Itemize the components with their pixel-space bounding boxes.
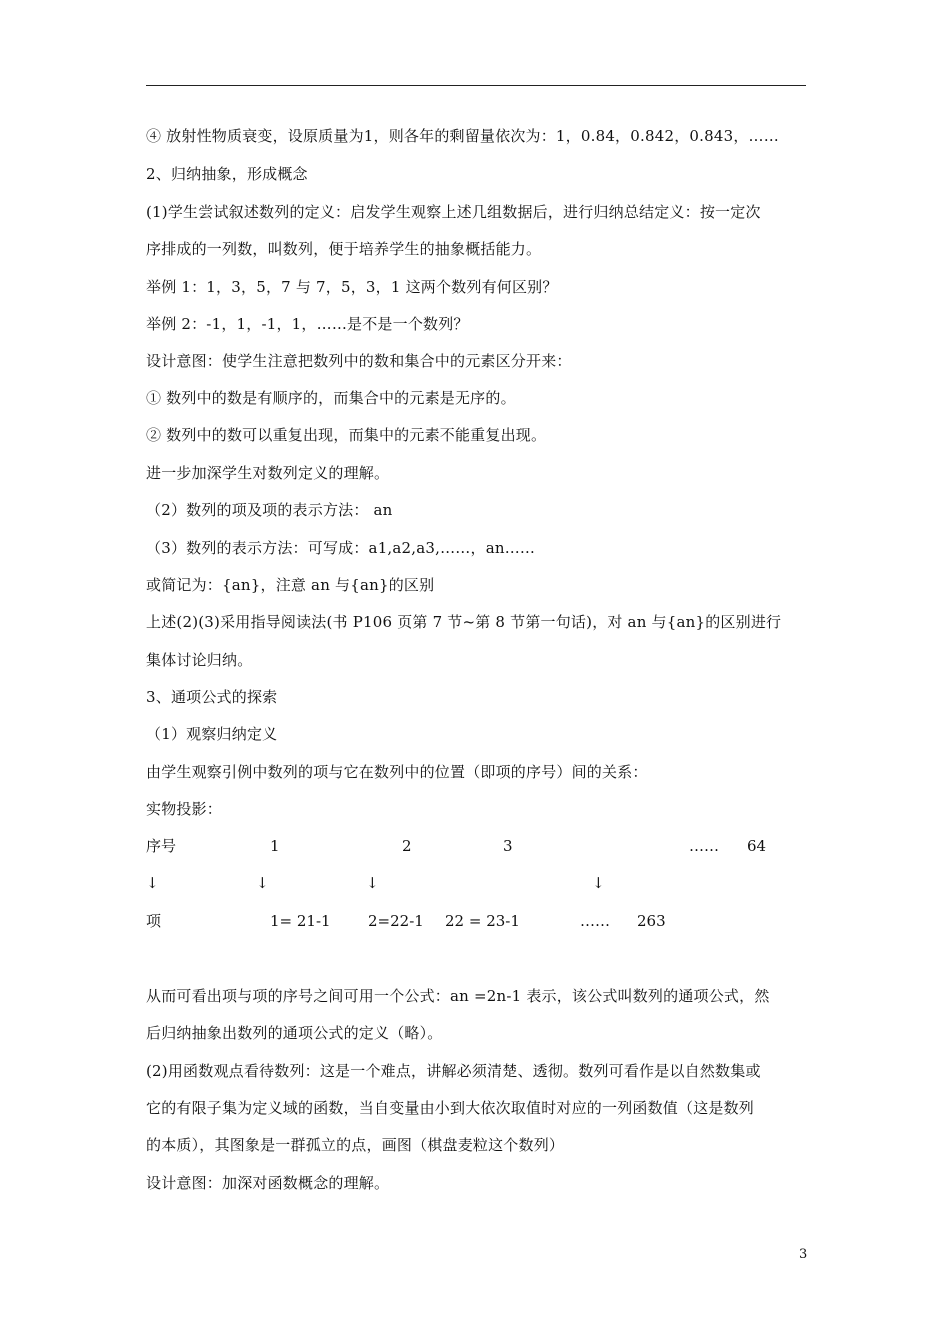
table-cell: 64 — [747, 837, 767, 855]
table-cell: 263 — [637, 912, 666, 930]
paragraph: (1)学生尝试叙述数列的定义：启发学生观察上述几组数据后，进行归纳总结定义：按一定次 — [146, 203, 761, 221]
page-number: 3 — [799, 1247, 808, 1262]
paragraph: 设计意图：使学生注意把数列中的数和集合中的元素区分开来： — [146, 352, 572, 370]
paragraph: ① 数列中的数是有顺序的，而集合中的元素是无序的。 — [146, 389, 516, 407]
paragraph: 上述(2)(3)采用指导阅读法(书 P106 页第 7 节~第 8 节第一句话)，对 an 与{an}的区别进行 — [146, 613, 782, 631]
table-label-term: 项 — [146, 912, 162, 930]
paragraph: 序排成的一列数，叫数列，便于培养学生的抽象概括能力。 — [146, 240, 542, 258]
paragraph: 后归纳抽象出数列的通项公式的定义（略）。 — [146, 1024, 443, 1042]
section-heading: 3、通项公式的探索 — [146, 688, 278, 706]
table-cell: 2=22-1 — [368, 912, 424, 930]
paragraph: 或简记为：{an}，注意 an 与{an}的区别 — [146, 576, 435, 594]
paragraph: 进一步加深学生对数列定义的理解。 — [146, 464, 390, 482]
paragraph: ④ 放射性物质衰变，设原质量为1，则各年的剩留量依次为：1，0.84，0.842，0.843，…… — [146, 127, 779, 145]
table-cell: 1= 21-1 — [270, 912, 331, 930]
paragraph: 设计意图：加深对函数概念的理解。 — [146, 1174, 390, 1192]
paragraph: 举例 2：-1，1，-1，1，……是不是一个数列？ — [146, 315, 469, 333]
paragraph: （2）数列的项及项的表示方法： an — [146, 501, 393, 519]
header-rule — [146, 85, 806, 86]
table-cell: 22 = 23-1 — [445, 912, 520, 930]
paragraph: （3）数列的表示方法：可写成：a1,a2,a3,……，an…… — [146, 539, 536, 557]
paragraph: ② 数列中的数可以重复出现，而集中的元素不能重复出现。 — [146, 426, 547, 444]
paragraph: 实物投影： — [146, 800, 223, 818]
paragraph: 从而可看出项与项的序号之间可用一个公式：an =2n-1 表示，该公式叫数列的通项公式，然 — [146, 987, 770, 1005]
down-arrow-icon: ↓ — [592, 874, 605, 892]
paragraph: 集体讨论归纳。 — [146, 651, 253, 669]
paragraph: 它的有限子集为定义域的函数，当自变量由小到大依次取值时对应的一列函数值（这是数列 — [146, 1099, 755, 1117]
table-cell: …… — [689, 837, 719, 855]
paragraph: (2)用函数观点看待数列：这是一个难点，讲解必须清楚、透彻。数列可看作是以自然数集或 — [146, 1062, 761, 1080]
paragraph: 的本质），其图象是一群孤立的点，画图（棋盘麦粒这个数列） — [146, 1136, 565, 1154]
paragraph: （1）观察归纳定义 — [146, 725, 278, 743]
down-arrow-icon: ↓ — [256, 874, 269, 892]
paragraph: 举例 1：1，3，5，7 与 7，5，3，1 这两个数列有何区别？ — [146, 278, 558, 296]
table-cell: 3 — [503, 837, 513, 855]
section-heading: 2、归纳抽象，形成概念 — [146, 165, 308, 183]
down-arrow-icon: ↓ — [366, 874, 379, 892]
table-cell: 1 — [270, 837, 280, 855]
paragraph: 由学生观察引例中数列的项与它在数列中的位置（即项的序号）间的关系： — [146, 763, 648, 781]
table-cell: …… — [580, 912, 610, 930]
down-arrow-icon: ↓ — [146, 874, 159, 892]
table-cell: 2 — [402, 837, 412, 855]
table-label-index: 序号 — [146, 837, 177, 855]
